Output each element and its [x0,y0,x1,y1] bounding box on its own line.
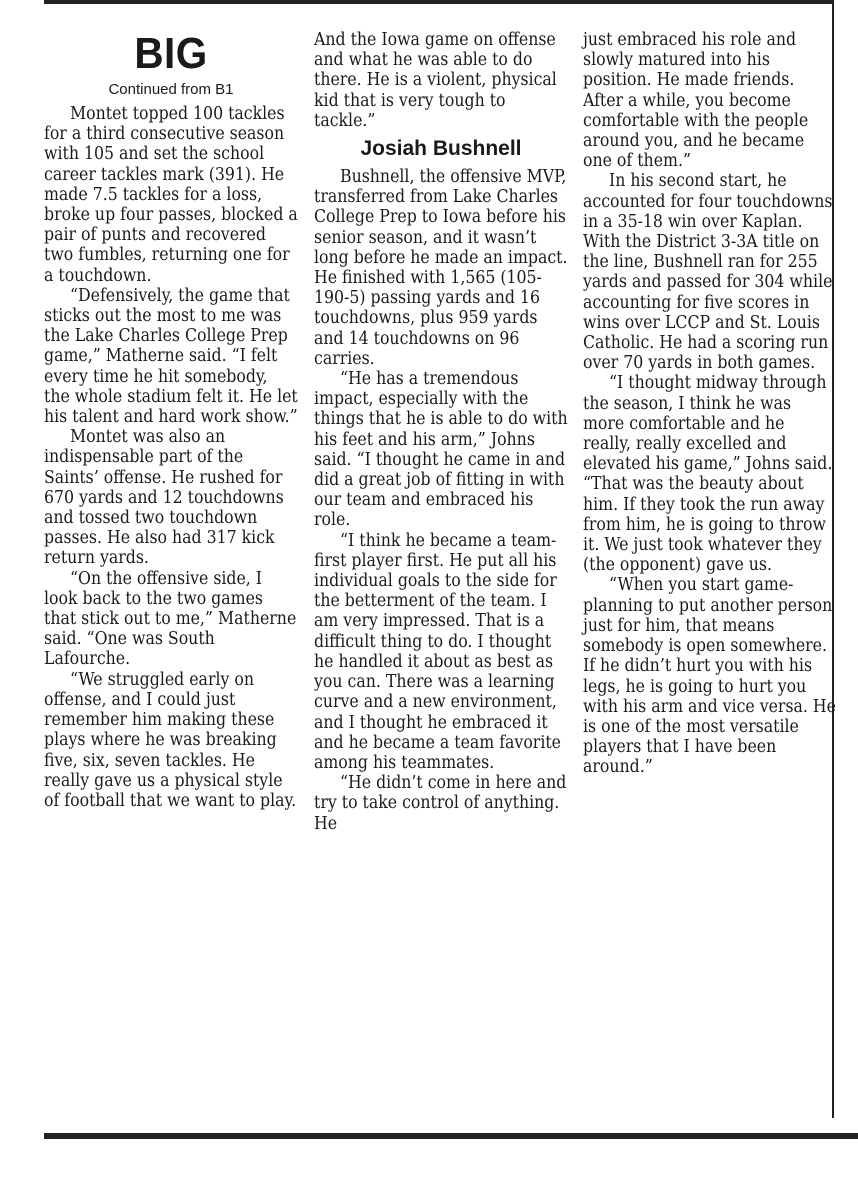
bottom-rule [44,1133,858,1139]
column-1 [44,30,298,811]
column-2 [314,30,568,834]
paragraph: Montet was also an indispensable part of the Saints’ offense. He rushed for 670 yards and 12 touchdowns and tossed two touchdown passes. He also had 317 kick return yards. [44,427,284,569]
top-rule [44,0,834,4]
paragraph: “When you start game-planning to put another person just for him, that means somebody is open somewhere. If he didn’t hurt you with his legs, he is going to hurt you with his arm and vice versa. He is one of the most versatile players that I have been around.” [583,575,836,778]
paragraph-continued: just embraced his role and slowly matured into his position. He made friends. After a while, you become comfortable with the people around you, and he became one of them.” [583,30,809,172]
subhead: Josiah Bushnell [360,137,522,161]
paragraph: In his second start, he accounted for four touchdowns in a 35-18 win over Kaplan. With the District 3-3A title on the line, Bushnell ran for 255 yards and passed for 304 while accounting for five scores in wins over LCCP and St. Louis Catholic. He had a scoring run over 70 yards in both games. [583,171,833,374]
paragraph: “We struggled early on offense, and I could just remember him making these plays where he was breaking five, six, seven tackles. He really gave us a physical style of football that we want to play. [44,669,297,811]
paragraph: “He has a tremendous impact, especially with the things that he is able to do with his feet and his arm,” Johns said. “I thought he came in and did a great job of fitting in with our team and embraced his role. [314,369,568,531]
paragraph-continued: And the Iowa game on offense and what he was able to do there. He is a violent, physical kid that is very tough to tackle.” [314,30,557,131]
paragraph: “He didn’t come in here and try to take control of anything. He [314,773,567,834]
paragraph: Montet topped 100 tackles for a third consecutive season with 105 and set the school career tackles mark (391). He made 7.5 tackles for a loss, broke up four passes, blocked a pair of punts and recovered two fumbles, returning one for a touchdown. [44,104,298,286]
headline: BIG [134,29,208,78]
paragraph: “On the offensive side, I look back to the two games that stick out to me,” Matherne said. “One was South Lafourche. [44,568,297,670]
paragraph: “Defensively, the game that sticks out the most to me was the Lake Charles College Prep game,” Matherne said. “I felt every time he hit somebody, the whole stadium felt it. He let his talent and hard work show.” [44,285,298,428]
paragraph: “I think he became a team-first player first. He put all his individual goals to the side for the betterment of the team. I am very impressed. That is a difficult thing to do. I thought he handled it about as best as you can. There was a learning curve and a new environment, and I thought he embraced it and he became a team favorite among his teammates. [314,530,561,773]
continued-from-label: Continued from B1 [108,81,234,98]
column-3 [583,30,837,778]
paragraph: “I thought midway through the season, I think he was more comfortable and he really, really excelled and elevated his game,” Johns said. “That was the beauty about him. If they took the run away from him, he is going to throw it. We just took whatever they (the opponent) gave us. [583,373,833,576]
paragraph: Bushnell, the offensive MVP, transferred from Lake Charles College Prep to Iowa before his senior season, and it wasn’t long before he made an impact. He finished with 1,565 (105-190-5) passing yards and 16 touchdowns, plus 959 yards and 14 touchdowns on 96 carries. [314,167,568,369]
